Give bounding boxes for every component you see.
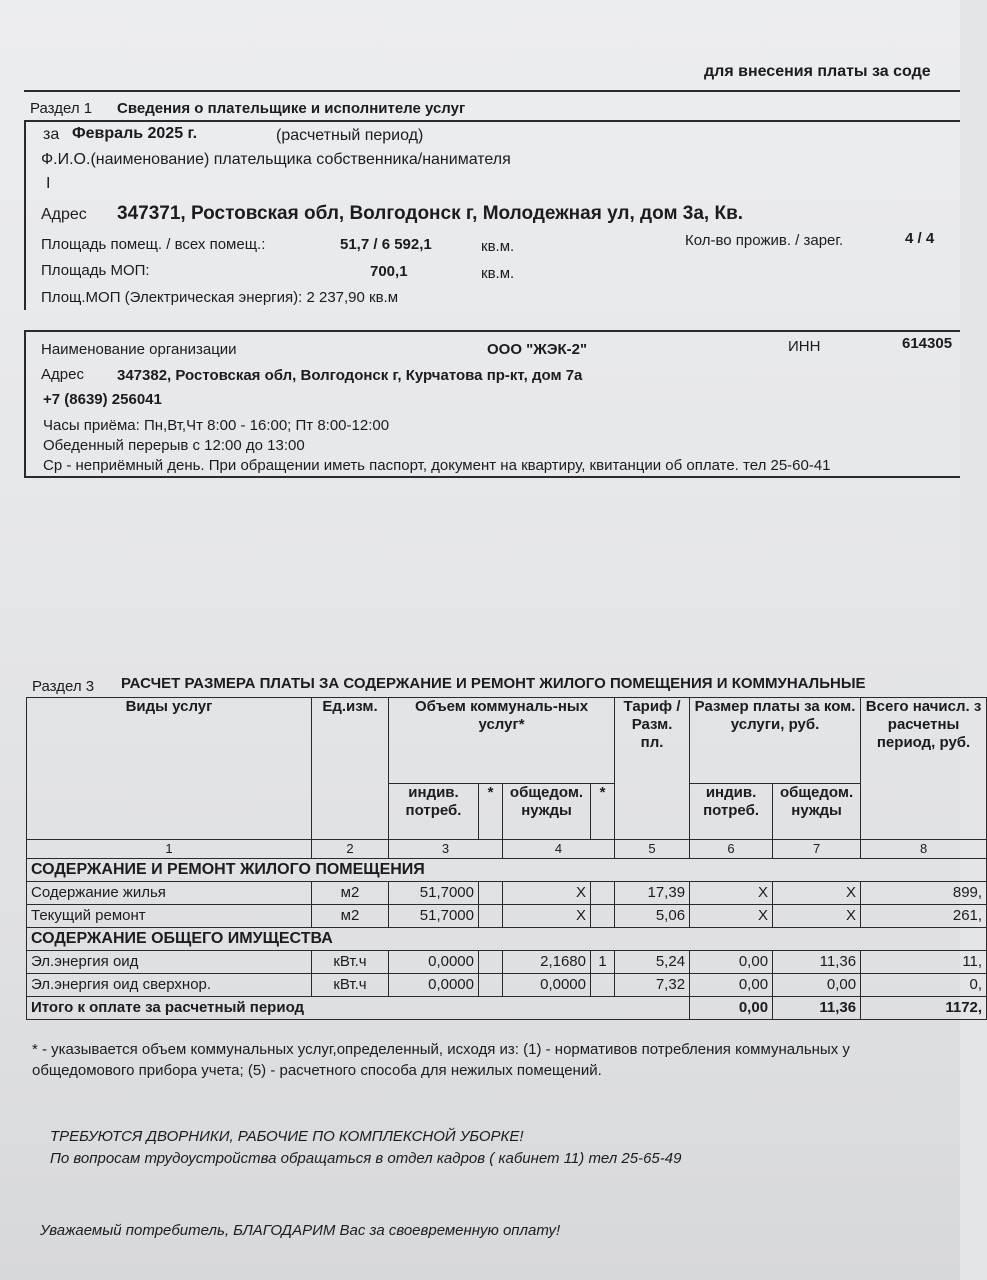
org-name-label: Наименование организации <box>41 341 237 358</box>
col-number: 8 <box>861 840 987 859</box>
col-header-services: Виды услуг <box>27 698 312 840</box>
pay-indiv: Х <box>690 905 773 928</box>
service-unit: м2 <box>312 905 389 928</box>
payer-name-label: Ф.И.О.(наименование) плательщика собственника/нанимателя <box>41 151 511 168</box>
service-name: Эл.энергия оид <box>27 951 312 974</box>
volume-indiv: 51,7000 <box>389 905 479 928</box>
volume-indiv-mark <box>479 905 503 928</box>
volume-common: Х <box>503 882 591 905</box>
table-row <box>27 951 987 974</box>
mop-label: Площадь МОП: <box>41 262 150 279</box>
residents-label: Кол-во прожив. / зарег. <box>685 232 844 249</box>
footnote-line-1: * - указывается объем коммунальных услуг,определенный, исходя из: (1) - нормативов потребления коммунальных у <box>32 1041 850 1058</box>
group-header-housing: СОДЕРЖАНИЕ И РЕМОНТ ЖИЛОГО ПОМЕЩЕНИЯ <box>27 859 987 882</box>
total-row <box>27 997 987 1020</box>
hiring-notice: ТРЕБУЮТСЯ ДВОРНИКИ, РАБОЧИЕ ПО КОМПЛЕКСНОЙ УБОРКЕ! <box>50 1128 524 1145</box>
col-header-star-2: * <box>591 784 615 840</box>
volume-indiv-mark <box>479 882 503 905</box>
charges-table <box>26 697 987 1020</box>
org-visit-note: Ср - неприёмный день. При обращении иметь паспорт, документ на квартиру, квитанции об оплате. тел 25-60-41 <box>43 457 831 474</box>
org-address-value: 347382, Ростовская обл, Волгодонск г, Курчатова пр-кт, дом 7а <box>117 367 583 384</box>
col-header-tariff: Тариф / Разм. пл. <box>615 698 690 840</box>
tariff: 5,24 <box>615 951 690 974</box>
period-prefix: за <box>43 126 60 143</box>
tariff: 5,06 <box>615 905 690 928</box>
pay-common: 11,36 <box>773 951 861 974</box>
section3-label: Раздел 3 <box>32 678 95 695</box>
tariff: 17,39 <box>615 882 690 905</box>
volume-common-mark <box>591 905 615 928</box>
volume-indiv-mark <box>479 951 503 974</box>
pay-common: 0,00 <box>773 974 861 997</box>
service-unit: м2 <box>312 882 389 905</box>
total-charged: 0, <box>861 974 987 997</box>
col-header-pay-indiv: индив. потреб. <box>690 784 773 840</box>
service-name: Текущий ремонт <box>27 905 312 928</box>
footnote-line-2: общедомового прибора учета; (5) - расчетного способа для нежилых помещений. <box>32 1062 602 1079</box>
org-address-label: Адрес <box>41 366 84 383</box>
payer-name-value: I <box>46 175 51 192</box>
col-number: 3 <box>389 840 503 859</box>
tariff: 7,32 <box>615 974 690 997</box>
col-number: 1 <box>27 840 312 859</box>
col-header-volume: Объем коммуналь-ных услуг* <box>389 698 615 784</box>
table-row <box>27 974 987 997</box>
volume-common-mark <box>591 882 615 905</box>
pay-indiv: Х <box>690 882 773 905</box>
total-pay-indiv: 0,00 <box>690 997 773 1020</box>
payer-address-label: Адрес <box>41 206 87 223</box>
volume-common: Х <box>503 905 591 928</box>
org-phone: +7 (8639) 256041 <box>43 391 162 408</box>
total-charged: 11, <box>861 951 987 974</box>
service-unit: кВт.ч <box>312 951 389 974</box>
section1-label: Раздел 1 <box>30 100 93 117</box>
service-name: Эл.энергия оид сверхнор. <box>27 974 312 997</box>
org-inn-value: 614305 <box>902 335 953 352</box>
org-lunch: Обеденный перерыв с 12:00 до 13:00 <box>43 437 305 454</box>
service-unit: кВт.ч <box>312 974 389 997</box>
pay-indiv: 0,00 <box>690 951 773 974</box>
col-header-total: Всего начисл. з расчетны период, руб. <box>861 698 987 840</box>
col-header-pay-common: общедом. нужды <box>773 784 861 840</box>
total-all: 1172, <box>861 997 987 1020</box>
col-number: 5 <box>615 840 690 859</box>
group-header-common-property: СОДЕРЖАНИЕ ОБЩЕГО ИМУЩЕСТВА <box>27 928 987 951</box>
pay-indiv: 0,00 <box>690 974 773 997</box>
residents-value: 4 / 4 <box>905 230 935 247</box>
payer-address-value: 347371, Ростовская обл, Волгодонск г, Молодежная ул, дом 3а, Кв. <box>117 203 744 224</box>
table-row <box>27 882 987 905</box>
volume-indiv-mark <box>479 974 503 997</box>
total-charged: 899, <box>861 882 987 905</box>
area-unit: кв.м. <box>481 238 515 255</box>
org-hours: Часы приёма: Пн,Вт,Чт 8:00 - 16:00; Пт 8:00-12:00 <box>43 417 390 434</box>
org-inn-label: ИНН <box>788 338 821 355</box>
volume-indiv: 51,7000 <box>389 882 479 905</box>
header-rule <box>24 90 960 92</box>
hiring-contact: По вопросам трудоустройства обращаться в отдел кадров ( кабинет 11) тел 25-65-49 <box>50 1150 682 1167</box>
volume-indiv: 0,0000 <box>389 951 479 974</box>
col-header-payment: Размер платы за ком. услуги, руб. <box>690 698 861 784</box>
section1-title: Сведения о плательщике и исполнителе услуг <box>117 100 466 117</box>
mop-value: 700,1 <box>370 263 408 280</box>
service-name: Содержание жилья <box>27 882 312 905</box>
billing-period: Февраль 2025 г. <box>72 125 198 142</box>
pay-common: Х <box>773 905 861 928</box>
volume-indiv: 0,0000 <box>389 974 479 997</box>
receipt-purpose-heading: для внесения платы за соде <box>704 63 931 80</box>
payer-box-top <box>24 120 960 122</box>
total-label: Итого к оплате за расчетный период <box>27 997 690 1020</box>
col-number: 6 <box>690 840 773 859</box>
volume-common-mark <box>591 974 615 997</box>
volume-common-mark: 1 <box>591 951 615 974</box>
thanks-notice: Уважаемый потребитель, БЛАГОДАРИМ Вас за своевременную оплату! <box>40 1222 561 1239</box>
volume-common: 0,0000 <box>503 974 591 997</box>
col-header-indiv: индив. потреб. <box>389 784 479 840</box>
org-name-value: ООО "ЖЭК-2" <box>487 341 588 358</box>
total-pay-common: 11,36 <box>773 997 861 1020</box>
mop-electric-area: Площ.МОП (Электрическая энергия): 2 237,90 кв.м <box>41 289 399 306</box>
section3-title: РАСЧЕТ РАЗМЕРА ПЛАТЫ ЗА СОДЕРЖАНИЕ И РЕМОНТ ЖИЛОГО ПОМЕЩЕНИЯ И КОММУНАЛЬНЫЕ <box>121 675 866 692</box>
col-header-unit: Ед.изм. <box>312 698 389 840</box>
area-label: Площадь помещ. / всех помещ.: <box>41 236 266 253</box>
pay-common: Х <box>773 882 861 905</box>
total-charged: 261, <box>861 905 987 928</box>
table-row <box>27 905 987 928</box>
area-value: 51,7 / 6 592,1 <box>340 236 432 253</box>
billing-period-note: (расчетный период) <box>276 127 424 144</box>
mop-unit: кв.м. <box>481 265 515 282</box>
col-number: 7 <box>773 840 861 859</box>
volume-common: 2,1680 <box>503 951 591 974</box>
col-header-star-1: * <box>479 784 503 840</box>
col-number: 4 <box>503 840 615 859</box>
col-header-common: общедом. нужды <box>503 784 591 840</box>
col-number: 2 <box>312 840 389 859</box>
